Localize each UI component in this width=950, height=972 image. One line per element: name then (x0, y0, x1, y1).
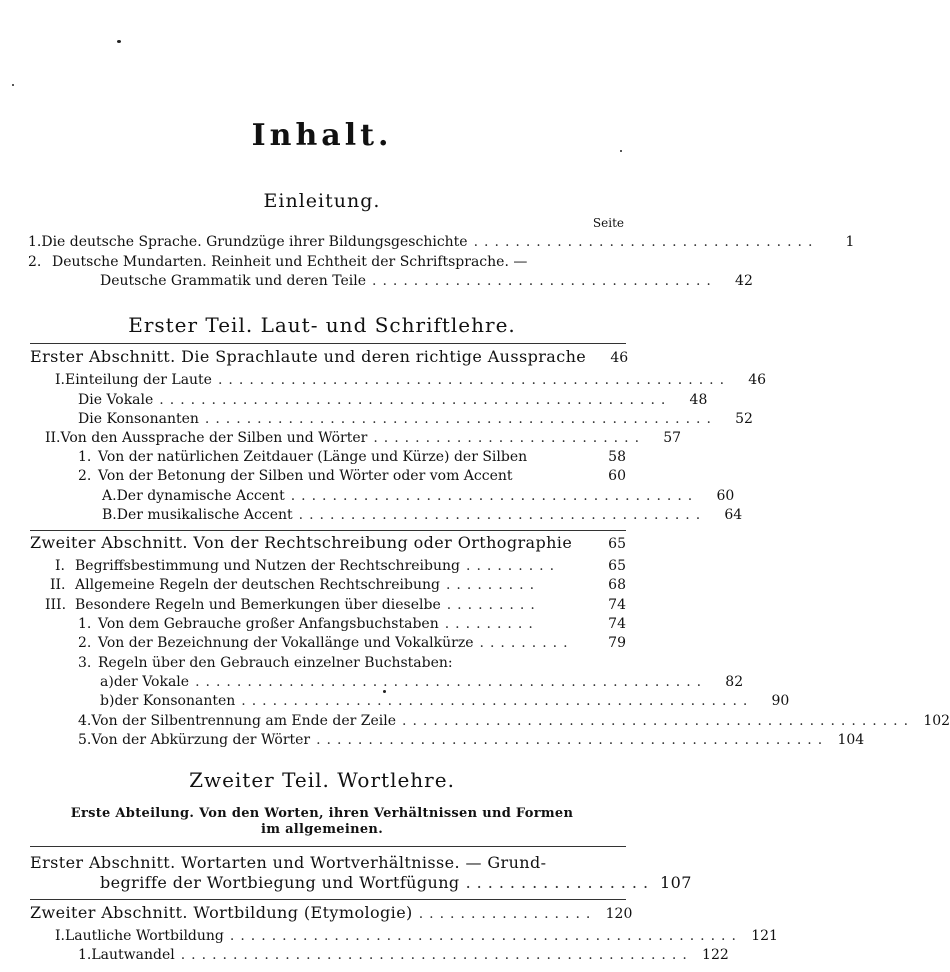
entry-title: Die deutsche Sprache. Grundzüge ihrer Bildungsgeschichte (41, 234, 468, 250)
entry-title: Von der Abkürzung der Wörter (91, 732, 311, 748)
toc-entry-continuation (100, 271, 753, 291)
leader-dots: ................................................. (195, 674, 708, 690)
entry-title: Der musikalische Accent (116, 507, 293, 523)
speck (12, 84, 14, 86)
entry-title: Begriffsbestimmung und Nutzen der Rechtschreibung (75, 558, 460, 574)
entry-title: Der dynamische Accent (116, 488, 285, 504)
toc-entry (28, 232, 855, 252)
entry-page: 65 (608, 558, 626, 574)
entry-page: 74 (608, 616, 626, 632)
entry-title: Erster Abschnitt. Die Sprachlaute und deren richtige Aussprache (30, 347, 587, 366)
entry-page: 121 (751, 928, 778, 944)
leader-dots: ....................................... (290, 488, 699, 504)
toc-entry (78, 633, 626, 653)
leader-dots: ................. (465, 873, 655, 892)
entry-page: 64 (724, 507, 743, 523)
entry-title: Erster Abschnitt. Wortarten und Wortverhältnisse. — Grund- (30, 853, 547, 872)
intro-heading: Einleitung. (263, 190, 381, 212)
toc-entry (102, 505, 743, 525)
entry-number: I. (55, 372, 65, 388)
page-title: Inhalt. (251, 118, 393, 153)
entry-title: Lautwandel (91, 947, 175, 963)
leader-dots: ................................................. (229, 928, 742, 944)
entry-title: Von der natürlichen Zeitdauer (Länge und Kürze) der Silben (98, 449, 528, 465)
entry-page: 60 (608, 468, 626, 484)
toc-entry (28, 252, 626, 272)
divider (30, 530, 626, 531)
entry-number: III. (45, 597, 67, 613)
entry-title: begriffe der Wortbiegung und Wortfügung (100, 873, 460, 892)
toc-entry (78, 466, 626, 486)
toc-entry (78, 447, 626, 467)
leader-dots: ......... (445, 577, 541, 593)
entry-page: 48 (689, 392, 708, 408)
entry-page: 68 (608, 577, 626, 593)
entry-title: Zweiter Abschnitt. Wortbildung (Etymologie) (30, 903, 413, 922)
toc-entry (55, 926, 778, 946)
toc-entry (45, 428, 682, 448)
entry-number: 1. (78, 616, 92, 632)
leader-dots: ................................................. (316, 732, 829, 748)
entry-number: 1. (78, 449, 92, 465)
entry-title: der Konsonanten (114, 693, 236, 709)
divider (30, 846, 626, 847)
speck (117, 40, 121, 43)
entry-page: 82 (725, 674, 744, 690)
part2-subheading: Erste Abteilung. Von den Worten, ihren Verhältnissen und Formen im allgemeinen. (70, 806, 574, 837)
toc-entry (102, 486, 735, 506)
entry-title: Von dem Gebrauche großer Anfangsbuchstaben (98, 616, 439, 632)
entry-number: 1. (78, 947, 92, 963)
part1-heading: Erster Teil. Laut- und Schriftlehre. (128, 313, 516, 337)
entry-page: 122 (702, 947, 729, 963)
entry-number: 4. (78, 713, 92, 729)
leader-dots: ................................. (473, 234, 819, 250)
leader-dots: ................................................. (159, 392, 672, 408)
entry-title: Von der Silbentrennung am Ende der Zeile (91, 713, 397, 729)
toc-section (30, 533, 626, 553)
entry-title: Von der Betonung der Silben und Wörter oder vom Accent (98, 468, 513, 484)
toc-entry (55, 370, 767, 390)
leader-dots: ......... (479, 635, 574, 651)
toc-entry (78, 730, 865, 750)
toc-entry-continuation (100, 873, 692, 893)
entry-number: 1. (28, 234, 42, 250)
toc-entry (100, 691, 790, 711)
entry-title: Besondere Regeln und Bemerkungen über dieselbe (75, 597, 441, 613)
entry-page: 65 (608, 536, 626, 552)
leader-dots: ......... (446, 597, 541, 613)
entry-number: 2. (28, 254, 42, 270)
toc-section (30, 853, 626, 873)
leader-dots: ................................................. (402, 713, 915, 729)
entry-number: 3. (78, 655, 92, 671)
entry-number: A. (102, 488, 117, 504)
entry-page: 42 (735, 273, 753, 289)
toc-entry (50, 575, 626, 595)
divider (30, 343, 626, 344)
toc-entry (78, 614, 626, 634)
entry-number: B. (102, 507, 117, 523)
leader-dots: ......... (466, 558, 561, 574)
entry-page: 120 (605, 906, 633, 922)
page-column-label: Seite (592, 216, 624, 230)
entry-number: I. (55, 558, 65, 574)
entry-title: Von der Bezeichnung der Vokallänge und Vokalkürze (98, 635, 474, 651)
entry-title: Deutsche Grammatik und deren Teile (100, 273, 366, 289)
entry-title: Lautliche Wortbildung (64, 928, 224, 944)
toc-section (30, 347, 629, 367)
divider (30, 899, 626, 900)
entry-page: 58 (608, 449, 626, 465)
entry-number: b) (100, 693, 115, 709)
leader-dots: ................................................. (217, 372, 731, 388)
leader-dots: ................................................. (241, 693, 754, 709)
toc-entry (78, 945, 729, 965)
toc-entry (78, 390, 708, 410)
entry-number: 2. (78, 468, 92, 484)
entry-page: 52 (735, 411, 753, 427)
part2-heading: Zweiter Teil. Wortlehre. (189, 768, 455, 792)
leader-dots: ......... (444, 616, 539, 632)
entry-page: 57 (663, 430, 682, 446)
entry-title: Von den Aussprache der Silben und Wörter (60, 430, 368, 446)
entry-title: Einteilung der Laute (64, 372, 212, 388)
entry-page: 107 (660, 873, 692, 892)
entry-page: 90 (771, 693, 790, 709)
leader-dots: ....................................... (298, 507, 707, 523)
toc-entry (78, 711, 950, 731)
entry-title: Regeln über den Gebrauch einzelner Buchstaben: (98, 655, 453, 671)
entry-number: a) (100, 674, 114, 690)
toc-section (30, 903, 633, 923)
entry-title: Die Vokale (78, 392, 154, 408)
entry-title: Allgemeine Regeln der deutschen Rechtschreibung (75, 577, 440, 593)
entry-number: 5. (78, 732, 92, 748)
entry-number: II. (45, 430, 61, 446)
entry-title: der Vokale (113, 674, 190, 690)
entry-page: 79 (608, 635, 626, 651)
toc-entry (55, 556, 626, 576)
entry-page: 74 (608, 597, 626, 613)
entry-title: Die Konsonanten (78, 411, 199, 427)
leader-dots: ................................. (372, 273, 717, 289)
entry-page: 1 (845, 234, 855, 250)
toc-entry (78, 653, 626, 673)
entry-page: 104 (837, 732, 865, 748)
leader-dots: ................................................. (204, 411, 717, 427)
entry-number: II. (50, 577, 66, 593)
leader-dots: ................. (418, 906, 597, 922)
entry-page: 60 (716, 488, 735, 504)
toc-entry (78, 409, 753, 429)
leader-dots: ................................................. (180, 947, 693, 963)
entry-number: 2. (78, 635, 92, 651)
toc-entry (45, 595, 626, 615)
toc-entry (100, 672, 744, 692)
entry-page: 46 (748, 372, 767, 388)
entry-page: 102 (923, 713, 950, 729)
entry-number: I. (55, 928, 65, 944)
leader-dots: .......................... (373, 430, 646, 446)
entry-title: Deutsche Mundarten. Reinheit und Echtheit der Schriftsprache. — (52, 254, 528, 270)
entry-page: 46 (610, 350, 629, 366)
entry-title: Zweiter Abschnitt. Von der Rechtschreibung oder Orthographie (30, 533, 573, 552)
